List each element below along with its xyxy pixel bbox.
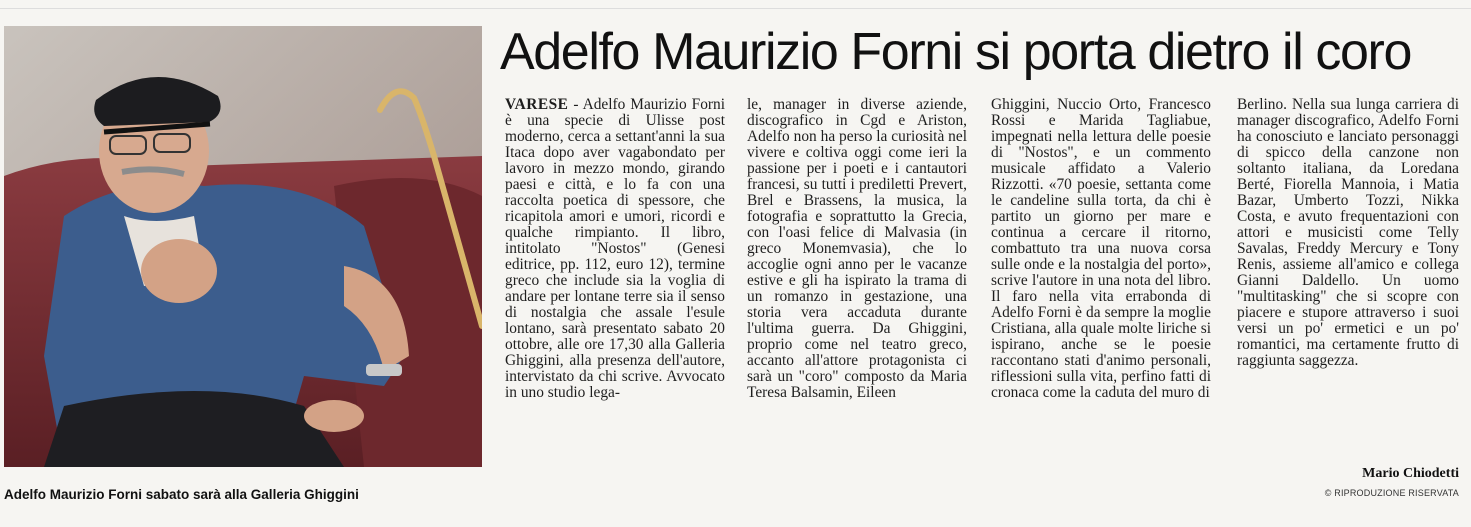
- article-column-3: [991, 97, 1211, 401]
- dateline: VARESE: [505, 96, 569, 113]
- article-column-4: [1237, 97, 1459, 369]
- author-byline: Mario Chiodetti: [1362, 466, 1459, 481]
- column-4-text: Berlino. Nella sua lunga carriera di manager discografico, Adelfo Forni ha conosciuto e lanciato personaggi di spicco della canzone non soltanto italiana, da Loredana Berté, Fiorella Mannoia, i Matia Bazar, Umberto Tozzi, Nikka Costa, e avuto frequentazioni con attori e musicisti come Telly Savalas, Freddy Mercury e Tony Renis, assieme all'amico e collega Gianni Daldello. Un uomo "multitasking" che si scopre con piacere e stupore attraverso i suoi versi un po' ermetici e un po' romantici, ma certamente frutto di raggiunta saggezza.: [1237, 96, 1459, 369]
- photo-caption: Adelfo Maurizio Forni sabato sarà alla Galleria Ghiggini: [4, 487, 359, 502]
- headline: Adelfo Maurizio Forni si porta dietro il coro: [500, 23, 1411, 81]
- article-column-1: [505, 97, 725, 401]
- top-rule: [0, 8, 1471, 9]
- portrait-illustration: [4, 26, 482, 467]
- column-3-text: Ghiggini, Nuccio Orto, Francesco Rossi e Marida Tagliabue, impegnati nella lettura delle poesie di "Nostos", e un commento musicale affidato a Valerio Rizzotti. «70 poesie, settanta come le candeline sulla torta, da chi è partito un giorno per mare e continua a cercare il ritorno, combattuto tra una nuova corsa sulle onde e la nostalgia del porto», scrive l'autore in una nota del libro. Il faro nella vita errabonda di Adelfo Forni è da sempre la moglie Cristiana, alla quale molte liriche si ispirano, anche se le poesie raccontano stati d'animo personali, riflessioni sulla vita, perfino fatti di cronaca come la caduta del muro di: [991, 96, 1211, 401]
- column-2-text: le, manager in diverse aziende, discografico in Cgd e Ariston, Adelfo non ha perso la curiosità nel vivere e coltiva oggi come ieri la passione per i poeti e i cantautori francesi, su tutti i prediletti Prevert, Brel e Brassens, la musica, la fotografia e soprattutto la Grecia, con l'oasi felice di Malvasia (in greco Monemvasia), che lo accoglie ogni anno per le vacanze estive e gli ha ispirato la trama di un romanzo in gestazione, una storia vera accaduta durante l'ultima guerra. Da Ghiggini, proprio come nel teatro greco, accanto all'attore protagonista ci sarà un "coro" composto da Maria Teresa Balsamin, Eileen: [747, 96, 967, 401]
- article-column-2: [747, 97, 967, 401]
- column-1-text: - Adelfo Maurizio Forni è una specie di Ulisse post moderno, cerca a settant'anni la sua Itaca dopo aver vagabondato per lavoro in mezzo mondo, girando paesi e città, e lo fa con una raccolta poetica di spessore, che ricapitola amori e umori, ricordi e qualche rimpianto. Il libro, intitolato "Nostos" (Genesi editrice, pp. 112, euro 12), termine greco che include sia la voglia di andare per lontane terre sia il senso di nostalgia che assale l'esule lontano, sarà presentato sabato 20 ottobre, alle ore 17,30 alla Galleria Ghiggini, alla presenza dell'autore, intervistato da chi scrive. Avvocato in uno studio lega-: [505, 96, 725, 401]
- rights-notice: © RIPRODUZIONE RISERVATA: [1324, 488, 1459, 498]
- article-photo: [4, 26, 482, 467]
